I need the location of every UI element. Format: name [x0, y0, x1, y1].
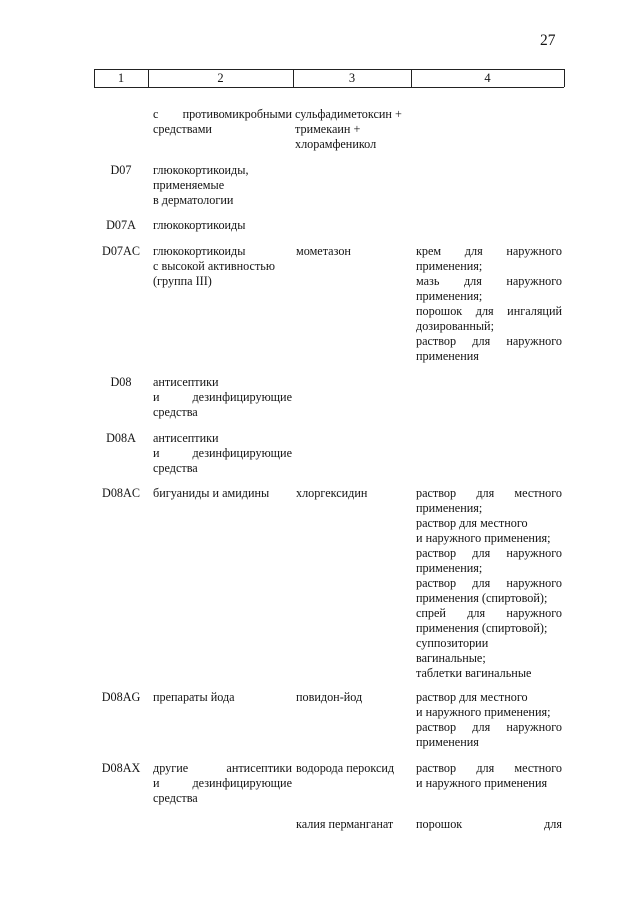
drug-line: мометазон	[296, 244, 351, 258]
group-cell	[153, 431, 292, 476]
group-line: средствами	[153, 122, 212, 136]
group-cell	[153, 163, 292, 208]
group-line: и дезинфицирующие	[153, 390, 292, 404]
form-line: и наружного применения;	[416, 531, 551, 545]
form-line: спрей для наружного	[416, 606, 562, 620]
form-line: суппозитории	[416, 636, 489, 650]
code-cell: D08AX	[101, 761, 141, 775]
drug-cell	[296, 761, 394, 776]
form-line: раствор для местного	[416, 761, 562, 775]
group-line: (группа III)	[153, 274, 212, 288]
form-line: вагинальные;	[416, 651, 486, 665]
drug-line: водорода пероксид	[296, 761, 395, 775]
group-cell	[153, 375, 292, 420]
form-line: порошок для ингаляций	[416, 304, 562, 318]
group-cell	[153, 218, 292, 233]
group-line: средства	[153, 461, 198, 475]
group-line: глюкокортикоиды	[153, 244, 246, 258]
group-line: средства	[153, 405, 198, 419]
drug-cell	[296, 244, 351, 259]
forms-cell	[416, 817, 562, 832]
group-line: антисептики	[153, 375, 219, 389]
form-line: раствор для наружного	[416, 576, 562, 590]
code-cell: D08AC	[102, 486, 140, 500]
form-line: применения;	[416, 501, 483, 515]
code-cell: D08AG	[101, 690, 141, 704]
header-col-3: 3	[348, 71, 356, 85]
group-cell	[153, 486, 292, 501]
drug-line: хлоргексидин	[296, 486, 368, 500]
group-line: бигуаниды и амидины	[153, 486, 270, 500]
form-line: применения;	[416, 561, 483, 575]
code-cell: D08A	[106, 431, 136, 445]
header-col-1: 1	[117, 71, 125, 85]
group-line: глюкокортикоиды,	[153, 163, 249, 177]
form-line: применения;	[416, 289, 483, 303]
form-line: мазь для наружного	[416, 274, 562, 288]
drug-cell	[296, 817, 393, 832]
group-cell	[153, 761, 292, 806]
drug-line: повидон-йод	[296, 690, 363, 704]
drug-line: тримекаин +	[295, 122, 361, 136]
code-cell: D07	[110, 163, 132, 177]
group-line: средства	[153, 791, 198, 805]
code-cell: D07AC	[102, 244, 140, 258]
group-line: в дерматологии	[153, 193, 234, 207]
drug-cell	[295, 107, 402, 152]
forms-cell	[416, 244, 562, 364]
group-line: другие антисептики	[153, 761, 292, 775]
form-line: раствор для местного	[416, 690, 528, 704]
form-line: применения (спиртовой);	[416, 621, 548, 635]
form-line: раствор для наружного	[416, 720, 562, 734]
header-divider	[564, 69, 565, 87]
form-line: дозированный;	[416, 319, 494, 333]
forms-cell	[416, 486, 562, 681]
group-line: применяемые	[153, 178, 225, 192]
drug-cell	[296, 486, 367, 501]
form-line: раствор для местного	[416, 486, 562, 500]
form-line: раствор для наружного	[416, 546, 562, 560]
form-line: и наружного применения;	[416, 705, 551, 719]
forms-cell	[416, 690, 562, 750]
code-cell: D08	[110, 375, 132, 389]
drug-cell	[296, 690, 362, 705]
group-line: антисептики	[153, 431, 219, 445]
page-number: 27	[540, 32, 556, 49]
group-line: препараты йода	[153, 690, 235, 704]
group-line: и дезинфицирующие	[153, 446, 292, 460]
group-line: с высокой активностью	[153, 259, 275, 273]
form-line: применения;	[416, 259, 483, 273]
group-line: с противомикробными	[153, 107, 292, 121]
form-line: применения (спиртовой);	[416, 591, 548, 605]
form-line: таблетки вагинальные	[416, 666, 532, 680]
group-line: и дезинфицирующие	[153, 776, 292, 790]
forms-cell	[416, 761, 562, 791]
code-cell: D07A	[106, 218, 136, 232]
header-col-2: 2	[217, 71, 224, 85]
form-line: порошок для	[416, 817, 562, 831]
form-line: и наружного применения	[416, 776, 548, 790]
group-cell	[153, 690, 292, 705]
drug-line: калия перманганат	[296, 817, 394, 831]
group-cell	[153, 107, 292, 137]
group-line: глюкокортикоиды	[153, 218, 246, 232]
drug-line: хлорамфеникол	[295, 137, 377, 151]
header-col-4: 4	[484, 71, 491, 85]
form-line: раствор для наружного	[416, 334, 562, 348]
form-line: применения	[416, 735, 479, 749]
drug-line: сульфадиметоксин +	[295, 107, 402, 121]
form-line: крем для наружного	[416, 244, 562, 258]
header-bottom-rule	[94, 87, 564, 88]
form-line: раствор для местного	[416, 516, 528, 530]
group-cell	[153, 244, 292, 289]
form-line: применения	[416, 349, 479, 363]
